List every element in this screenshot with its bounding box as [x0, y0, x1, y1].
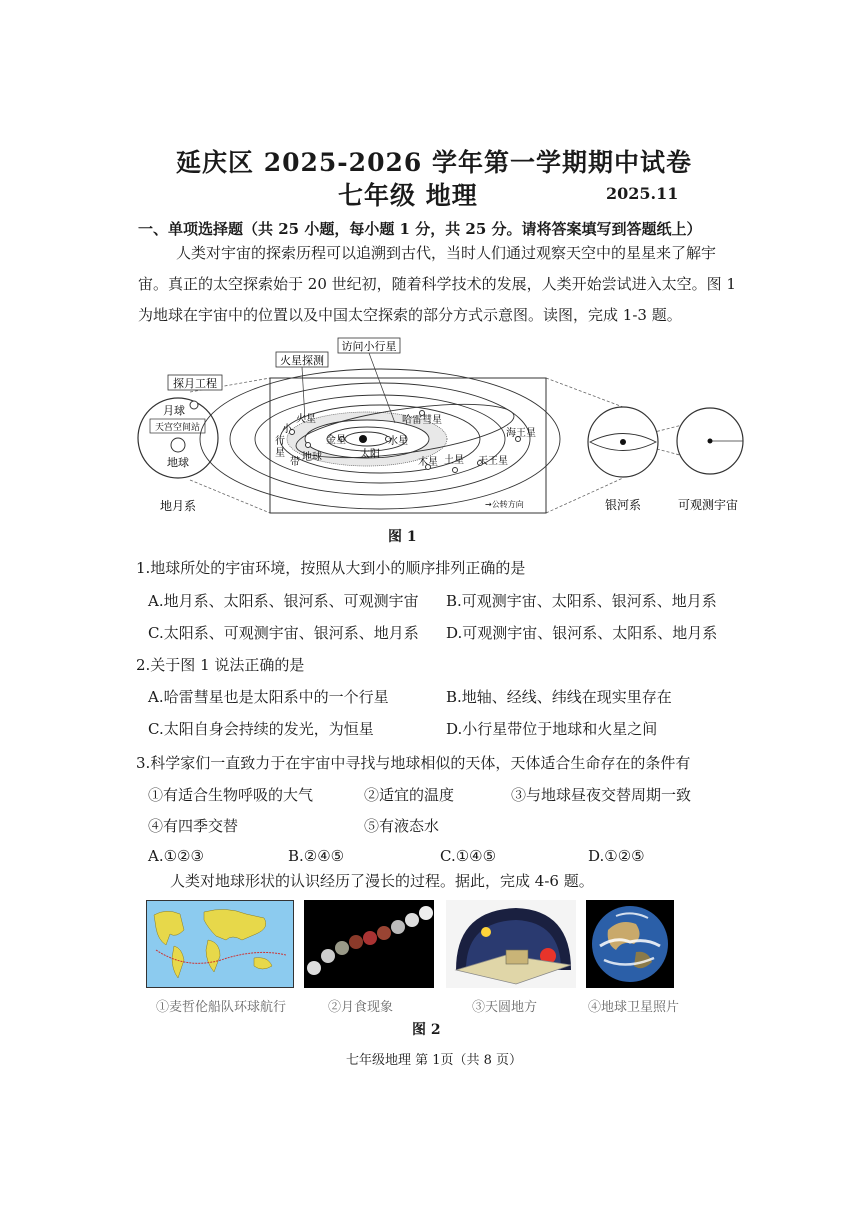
label-mars-exploration: 火星探测 [280, 354, 324, 367]
question-2-stem: 2.关于图 1 说法正确的是 [136, 656, 305, 674]
page-subtitle: 七年级 地理 [338, 181, 478, 210]
label-xiao: 小 [282, 424, 292, 435]
magellan-map-image [146, 900, 294, 988]
figure-2-caption-1: ①麦哲伦船队环球航行 [156, 1000, 287, 1015]
question-3-stem: 3.科学家们一直致力于在宇宙中寻找与地球相似的天体，天体适合生命存在的条件有 [136, 754, 691, 772]
label-halley: 哈雷彗星 [402, 415, 442, 426]
q1-option-a: A.地月系、太阳系、银河系、可观测宇宙 [148, 592, 419, 610]
q2-option-a: A.哈雷彗星也是太阳系中的一个行星 [148, 688, 389, 706]
exam-date: 2025.11 [606, 184, 679, 203]
q3-condition-1: ①有适合生物呼吸的大气 [148, 786, 314, 804]
earth-circle [171, 438, 185, 452]
figure-1-caption: 图 1 [388, 529, 417, 545]
intro-line-1: 人类对宇宙的探索历程可以追溯到古代，当时人们通过观察天空中的星星来了解宇 [176, 244, 717, 262]
figure-2-caption-3: ③天圆地方 [472, 1000, 538, 1015]
label-mars: 火星 [296, 414, 316, 425]
label-xing: 行 [275, 436, 285, 447]
intro-questions-4-6: 人类对地球形状的认识经历了漫长的过程。据此，完成 4-6 题。 [170, 872, 594, 890]
figure-2-caption-4: ④地球卫星照片 [588, 1000, 680, 1015]
q3-condition-5: ⑤有液态水 [364, 817, 440, 835]
label-space-station: 天宫空间站 [154, 423, 201, 433]
intro-line-3: 为地球在宇宙中的位置以及中国太空探索的部分方式示意图。读图，完成 1-3 题。 [138, 306, 682, 324]
q3-option-a: A.①②③ [148, 847, 204, 865]
label-saturn: 土星 [444, 455, 464, 466]
q2-option-c: C.太阳自身会持续的发光，为恒星 [148, 720, 374, 738]
q1-option-b: B.可观测宇宙、太阳系、银河系、地月系 [446, 592, 717, 610]
label-earth-orbit: 地球 [302, 452, 322, 463]
q1-option-d: D.可观测宇宙、银河系、太阳系、地月系 [446, 624, 718, 642]
figure-2-caption-2: ②月食现象 [328, 1000, 394, 1015]
earth-satellite-image [586, 900, 674, 988]
label-observable-universe: 可观测宇宙 [678, 498, 739, 512]
intro-line-2: 宙。真正的太空探索始于 20 世纪初，随着科学技术的发展，人类开始尝试进入太空。图 1 [138, 275, 736, 293]
label-sun: 太阳 [360, 449, 380, 460]
q3-option-b: B.②④⑤ [288, 847, 345, 865]
label-earth-moon-system: 地月系 [160, 499, 197, 513]
sun-dot [359, 435, 367, 443]
label-neptune: 海王星 [506, 428, 536, 439]
figure-1 [130, 335, 750, 520]
label-milky-way: 银河系 [605, 498, 642, 512]
label-orbit-direction: →公转方向 [485, 500, 524, 509]
label-venus: 金星 [326, 435, 346, 446]
q2-option-d: D.小行星带位于地球和火星之间 [446, 720, 658, 738]
label-dai: 带 [290, 457, 300, 468]
label-xing2: 星 [275, 448, 285, 459]
label-uranus: 天王星 [478, 456, 508, 467]
label-moon: 月球 [163, 404, 185, 417]
heaven-round-earth-square-image [446, 900, 576, 988]
page-title: 延庆区 2025-2026 学年第一学期期中试卷 [176, 148, 692, 177]
label-mercury: 水星 [388, 436, 408, 447]
q3-condition-4: ④有四季交替 [148, 817, 239, 835]
question-1-stem: 1.地球所处的宇宙环境，按照从大到小的顺序排列正确的是 [136, 559, 526, 577]
label-earth-left: 地球 [167, 456, 189, 469]
lunar-eclipse-image [304, 900, 434, 988]
q3-condition-2: ②适宜的温度 [364, 786, 455, 804]
moon-circle [190, 401, 198, 409]
q2-option-b: B.地轴、经线、纬线在现实里存在 [446, 688, 672, 706]
q3-option-d: D.①②⑤ [588, 847, 645, 865]
q3-condition-3: ③与地球昼夜交替周期一致 [511, 786, 692, 804]
q1-option-c: C.太阳系、可观测宇宙、银河系、地月系 [148, 624, 419, 642]
q3-option-c: C.①④⑤ [440, 847, 497, 865]
section-heading: 一、单项选择题（共 25 小题，每小题 1 分，共 25 分。请将答案填写到答题纸上） [138, 220, 702, 238]
figure-2-caption: 图 2 [412, 1022, 441, 1038]
label-asteroid-visit: 访问小行星 [341, 340, 397, 353]
label-lunar-program: 探月工程 [173, 377, 217, 390]
page-footer: 七年级地理 第 1页（共 8 页） [345, 1053, 523, 1068]
label-jupiter: 木星 [418, 457, 438, 468]
